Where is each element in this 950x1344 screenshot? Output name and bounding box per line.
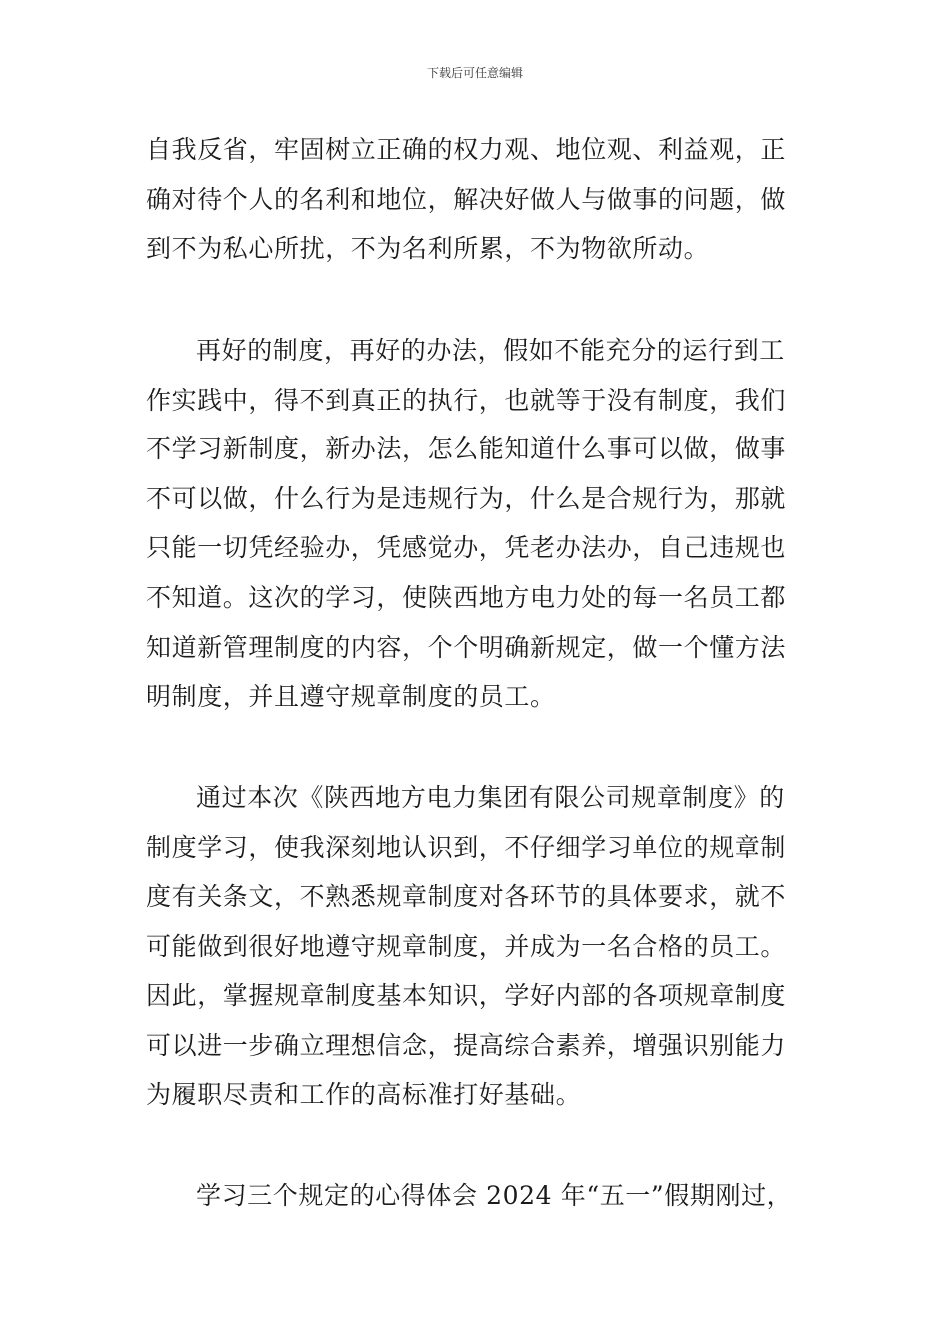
paragraph-3-line-7: 为履职尽责和工作的高标准打好基础。: [146, 1080, 582, 1109]
paragraph-2-line-1: 再好的制度，再好的办法，假如不能充分的运行到工: [196, 336, 785, 365]
paragraph-1-line-3: 到不为私心所扰，不为名利所累，不为物欲所动。: [146, 234, 710, 263]
paragraph-3-line-4: 可能做到很好地遵守规章制度，并成为一名合格的员工。: [146, 932, 787, 961]
page-header-note: 下载后可任意编辑: [426, 66, 523, 80]
paragraph-3-line-2: 制度学习，使我深刻地认识到，不仔细学习单位的规章制: [146, 833, 787, 862]
paragraph-3-line-1: 通过本次《陕西地方电力集团有限公司规章制度》的: [196, 783, 785, 812]
paragraph-1-line-1: 自我反省，牢固树立正确的权力观、地位观、利益观，正: [146, 135, 787, 164]
paragraph-2-line-8: 明制度，并且遵守规章制度的员工。: [146, 682, 556, 711]
paragraph-2-line-2: 作实践中，得不到真正的执行，也就等于没有制度，我们: [146, 386, 787, 415]
paragraph-4-line-1: 学习三个规定的心得体会 2024 年“五一”假期刚过，: [196, 1181, 793, 1210]
paragraph-3-line-5: 因此，掌握规章制度基本知识，学好内部的各项规章制度: [146, 981, 787, 1010]
paragraph-3-line-3: 度有关条文，不熟悉规章制度对各环节的具体要求，就不: [146, 882, 787, 911]
paragraph-3-line-6: 可以进一步确立理想信念，提高综合素养，增强识别能力: [146, 1031, 787, 1060]
paragraph-2-line-6: 不知道。这次的学习，使陕西地方电力处的每一名员工都: [146, 583, 787, 612]
paragraph-1-line-2: 确对待个人的名利和地位，解决好做人与做事的问题，做: [146, 185, 787, 214]
paragraph-2-line-7: 知道新管理制度的内容，个个明确新规定，做一个懂方法: [146, 633, 787, 662]
paragraph-2-line-3: 不学习新制度，新办法，怎么能知道什么事可以做，做事: [146, 434, 787, 463]
paragraph-2-line-4: 不可以做，什么行为是违规行为，什么是合规行为，那就: [146, 484, 787, 513]
paragraph-2-line-5: 只能一切凭经验办，凭感觉办，凭老办法办，自己违规也: [146, 533, 787, 562]
